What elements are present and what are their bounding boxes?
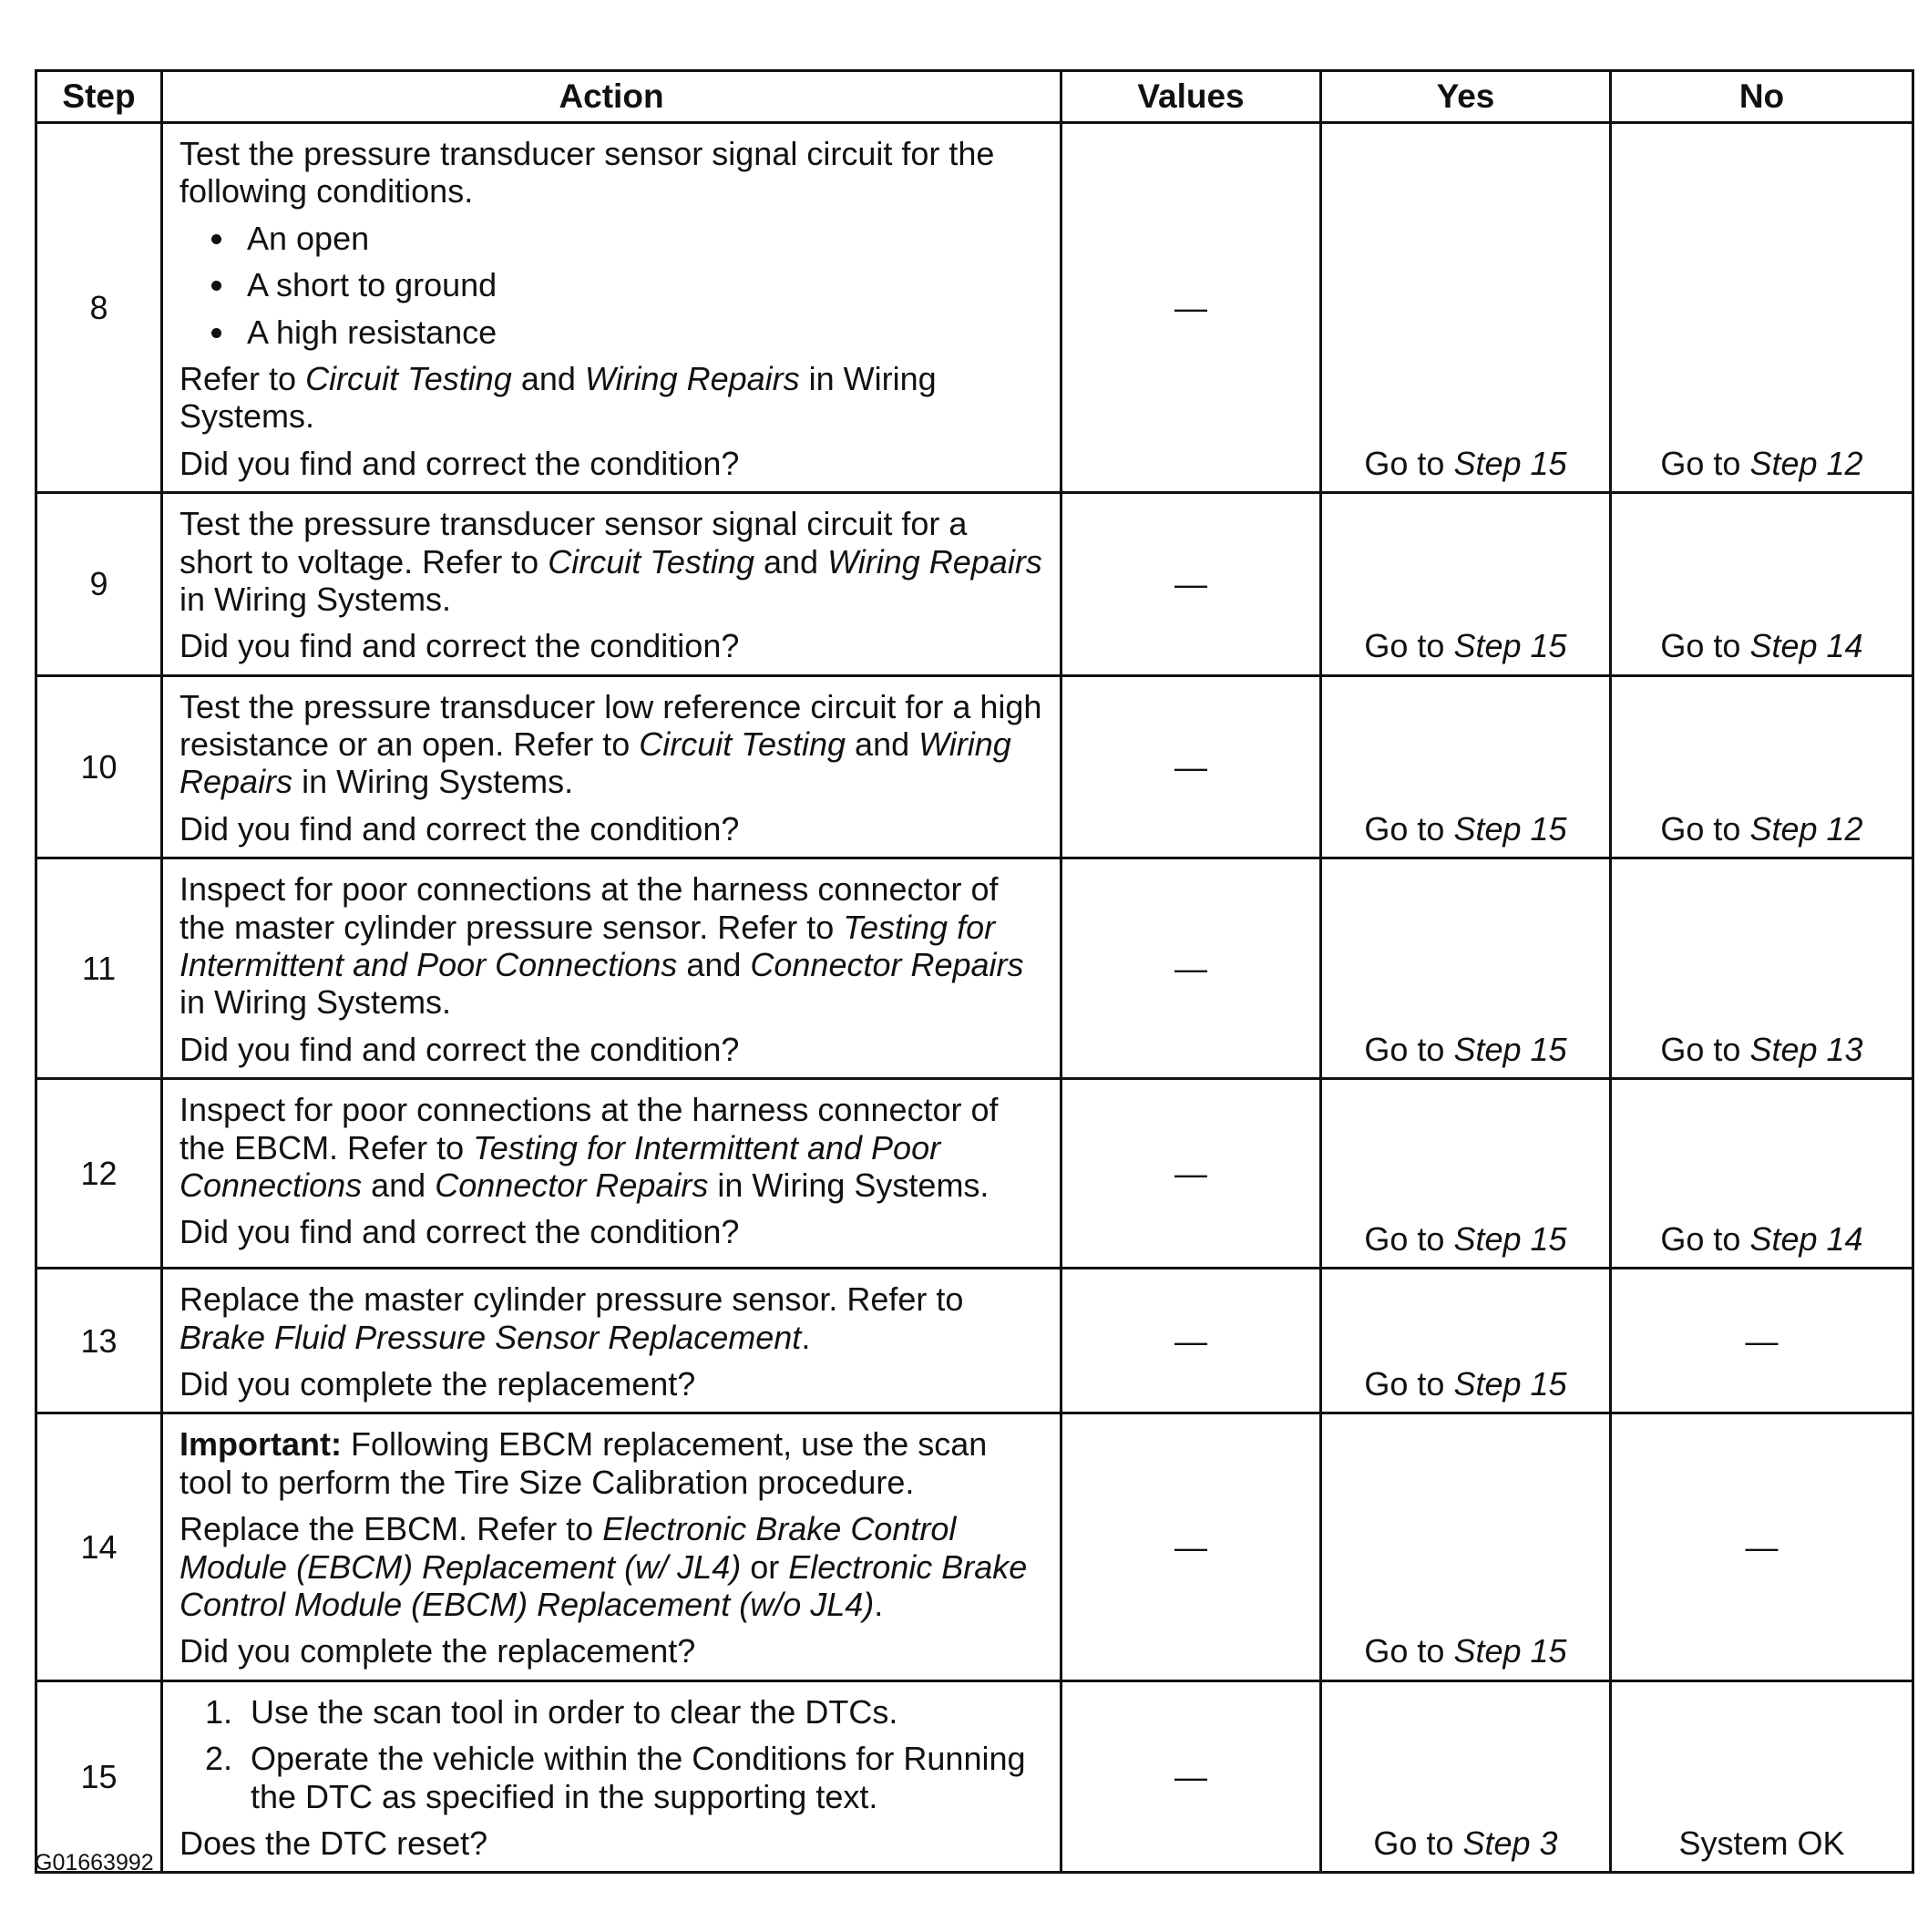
italic-reference: Step 15 bbox=[1453, 1030, 1567, 1068]
step-number: 12 bbox=[36, 1079, 162, 1269]
text-run: Did you complete the replacement? bbox=[179, 1364, 696, 1403]
action-cell bbox=[162, 1413, 1061, 1680]
bullet-list bbox=[179, 220, 1043, 351]
action-paragraph bbox=[179, 1213, 1043, 1250]
italic-reference: Step 15 bbox=[1453, 1632, 1567, 1670]
text-run: Test the pressure transducer sensor signal circuit for a short to voltage. Refer to bbox=[179, 505, 968, 581]
table-row bbox=[36, 1680, 1913, 1873]
text-run: Test the pressure transducer low reference circuit for a high resistance or an open. Refer to bbox=[179, 687, 1042, 764]
table-row bbox=[36, 675, 1913, 858]
action-paragraph bbox=[179, 1425, 1043, 1501]
text-run: Go to bbox=[1660, 1030, 1750, 1068]
text-run: Does the DTC reset? bbox=[179, 1824, 488, 1862]
italic-reference: Step 14 bbox=[1749, 1219, 1863, 1258]
yes-cell bbox=[1321, 493, 1611, 676]
action-paragraph bbox=[179, 1365, 1043, 1403]
text-run: and bbox=[846, 725, 919, 764]
text-run: Go to bbox=[1660, 809, 1750, 848]
action-paragraph bbox=[179, 1091, 1043, 1204]
text-run: Inspect for poor connections at the harness connector of the master cylinder pressure sensor. Refer to bbox=[179, 870, 999, 946]
yes-cell bbox=[1321, 1413, 1611, 1680]
text-run: Inspect for poor connections at the harness connector of the EBCM. Refer to bbox=[179, 1091, 999, 1166]
no-cell bbox=[1611, 1680, 1913, 1873]
header-values: Values bbox=[1061, 71, 1321, 123]
text-run: System OK bbox=[1678, 1824, 1845, 1862]
action-paragraph bbox=[179, 445, 1043, 482]
text-run: Go to bbox=[1364, 809, 1454, 848]
table-row bbox=[36, 493, 1913, 676]
action-paragraph bbox=[179, 1632, 1043, 1670]
no-cell bbox=[1611, 1413, 1913, 1680]
text-run: in Wiring Systems. bbox=[292, 763, 574, 801]
text-run: Go to bbox=[1660, 627, 1750, 665]
step-number: 9 bbox=[36, 493, 162, 676]
header-action: Action bbox=[162, 71, 1061, 123]
italic-reference: Brake Fluid Pressure Sensor Replacement bbox=[179, 1318, 802, 1356]
yes-cell bbox=[1321, 1680, 1611, 1873]
list-item: 2. Operate the vehicle within the Conditions for Running the DTC as specified in the supporting text. bbox=[241, 1740, 1043, 1815]
yes-cell bbox=[1321, 1079, 1611, 1269]
list-item: • A short to ground bbox=[238, 266, 1043, 303]
action-cell bbox=[162, 858, 1061, 1079]
yes-cell bbox=[1321, 1269, 1611, 1413]
action-cell bbox=[162, 675, 1061, 858]
step-number: 15 bbox=[36, 1680, 162, 1873]
text-run: Go to bbox=[1660, 444, 1750, 482]
italic-reference: Step 15 bbox=[1453, 627, 1567, 665]
no-cell bbox=[1611, 1079, 1913, 1269]
no-cell bbox=[1611, 858, 1913, 1079]
text-run: in Wiring Systems. bbox=[179, 580, 452, 618]
table-row bbox=[36, 123, 1913, 493]
italic-reference: Connector Repairs bbox=[750, 946, 1024, 984]
italic-reference: Electronic Brake Control Module (EBCM) Replacement (w/o JL4) bbox=[179, 1547, 1028, 1623]
diagnostic-table bbox=[35, 69, 1914, 1874]
step-number: 8 bbox=[36, 123, 162, 493]
action-paragraph bbox=[179, 627, 1043, 664]
header-yes: Yes bbox=[1321, 71, 1611, 123]
action-cell bbox=[162, 1680, 1061, 1873]
action-paragraph bbox=[179, 810, 1043, 848]
values-cell: — bbox=[1061, 675, 1321, 858]
text-run: . bbox=[874, 1585, 884, 1623]
table-row bbox=[36, 1079, 1913, 1269]
italic-reference: Step 3 bbox=[1462, 1824, 1558, 1862]
values-cell: — bbox=[1061, 123, 1321, 493]
italic-reference: Step 15 bbox=[1453, 444, 1567, 482]
list-item: • An open bbox=[238, 220, 1043, 257]
step-number: 10 bbox=[36, 675, 162, 858]
numbered-list bbox=[179, 1693, 1043, 1815]
text-run: . bbox=[801, 1318, 811, 1356]
text-run: Go to bbox=[1364, 444, 1454, 482]
action-paragraph bbox=[179, 1510, 1043, 1623]
no-cell bbox=[1611, 1269, 1913, 1413]
action-paragraph bbox=[179, 505, 1043, 618]
italic-reference: Step 15 bbox=[1453, 809, 1567, 848]
list-item: • A high resistance bbox=[238, 313, 1043, 351]
text-run: Replace the EBCM. Refer to bbox=[179, 1510, 603, 1548]
text-run: Go to bbox=[1373, 1824, 1463, 1862]
action-cell bbox=[162, 493, 1061, 676]
italic-reference: Circuit Testing bbox=[639, 725, 846, 764]
values-cell: — bbox=[1061, 1269, 1321, 1413]
italic-reference: Circuit Testing bbox=[305, 359, 512, 397]
emphasis-text: Important: bbox=[179, 1425, 342, 1464]
table-body bbox=[36, 123, 1913, 1873]
list-item: 1. Use the scan tool in order to clear the DTCs. bbox=[241, 1693, 1043, 1731]
text-run: and bbox=[677, 946, 751, 984]
text-run: Go to bbox=[1364, 627, 1454, 665]
step-number: 11 bbox=[36, 858, 162, 1079]
italic-reference: Connector Repairs bbox=[435, 1166, 709, 1204]
no-cell bbox=[1611, 123, 1913, 493]
text-run: Test the pressure transducer sensor signal circuit for the following conditions. bbox=[179, 135, 995, 211]
text-run: Did you find and correct the condition? bbox=[179, 1030, 740, 1068]
text-run: Go to bbox=[1364, 1030, 1454, 1068]
text-run: — bbox=[1745, 1527, 1779, 1566]
values-cell: — bbox=[1061, 1680, 1321, 1873]
text-run: Did you find and correct the condition? bbox=[179, 1213, 740, 1251]
header-no: No bbox=[1611, 71, 1913, 123]
text-run: and bbox=[362, 1166, 436, 1204]
text-run: Did you find and correct the condition? bbox=[179, 627, 740, 665]
italic-reference: Step 13 bbox=[1749, 1030, 1863, 1068]
action-paragraph bbox=[179, 1280, 1043, 1356]
text-run: — bbox=[1745, 1321, 1779, 1360]
text-run: or bbox=[741, 1547, 789, 1586]
table-row bbox=[36, 1413, 1913, 1680]
italic-reference: Step 12 bbox=[1749, 444, 1863, 482]
action-paragraph bbox=[179, 870, 1043, 1022]
text-run: Go to bbox=[1364, 1364, 1454, 1403]
values-cell: — bbox=[1061, 858, 1321, 1079]
action-paragraph bbox=[179, 135, 1043, 211]
italic-reference: Testing for Intermittent and Poor Connections bbox=[179, 908, 996, 984]
text-run: Following EBCM replacement, use the scan tool to perform the Tire Size Calibration procedure. bbox=[179, 1425, 988, 1501]
italic-reference: Wiring Repairs bbox=[584, 359, 800, 397]
header-row bbox=[36, 71, 1913, 123]
action-paragraph bbox=[179, 688, 1043, 801]
text-run: Go to bbox=[1364, 1219, 1454, 1258]
yes-cell bbox=[1321, 123, 1611, 493]
text-run: in Wiring Systems. bbox=[179, 359, 937, 436]
action-cell bbox=[162, 1269, 1061, 1413]
values-cell: — bbox=[1061, 1413, 1321, 1680]
step-number: 14 bbox=[36, 1413, 162, 1680]
italic-reference: Step 12 bbox=[1749, 809, 1863, 848]
action-paragraph bbox=[179, 360, 1043, 436]
values-cell: — bbox=[1061, 493, 1321, 676]
italic-reference: Step 15 bbox=[1453, 1364, 1567, 1403]
text-run: and bbox=[754, 542, 828, 581]
text-run: Replace the master cylinder pressure sensor. Refer to bbox=[179, 1280, 964, 1319]
header-step: Step bbox=[36, 71, 162, 123]
yes-cell bbox=[1321, 858, 1611, 1079]
italic-reference: Circuit Testing bbox=[548, 542, 754, 581]
table-row bbox=[36, 858, 1913, 1079]
values-cell: — bbox=[1061, 1079, 1321, 1269]
yes-cell bbox=[1321, 675, 1611, 858]
text-run: Go to bbox=[1660, 1219, 1750, 1258]
figure-id: G01663992 bbox=[35, 1850, 154, 1875]
italic-reference: Wiring Repairs bbox=[179, 725, 1011, 801]
text-run: in Wiring Systems. bbox=[708, 1166, 990, 1204]
text-run: Did you find and correct the condition? bbox=[179, 444, 740, 482]
italic-reference: Step 15 bbox=[1453, 1219, 1567, 1258]
italic-reference: Electronic Brake Control Module (EBCM) Replacement (w/ JL4) bbox=[179, 1510, 957, 1586]
text-run: in Wiring Systems. bbox=[179, 983, 452, 1022]
no-cell bbox=[1611, 675, 1913, 858]
action-cell bbox=[162, 123, 1061, 493]
italic-reference: Step 14 bbox=[1749, 627, 1863, 665]
text-run: Refer to bbox=[179, 359, 306, 397]
text-run: Go to bbox=[1364, 1632, 1454, 1670]
text-run: and bbox=[511, 359, 585, 397]
no-cell bbox=[1611, 493, 1913, 676]
text-run: Did you find and correct the condition? bbox=[179, 809, 740, 848]
italic-reference: Testing for Intermittent and Poor Connections bbox=[179, 1128, 941, 1204]
action-paragraph bbox=[179, 1824, 1043, 1862]
text-run: Did you complete the replacement? bbox=[179, 1632, 696, 1670]
action-cell bbox=[162, 1079, 1061, 1269]
italic-reference: Wiring Repairs bbox=[827, 542, 1042, 581]
action-paragraph bbox=[179, 1031, 1043, 1068]
table-row bbox=[36, 1269, 1913, 1413]
step-number: 13 bbox=[36, 1269, 162, 1413]
